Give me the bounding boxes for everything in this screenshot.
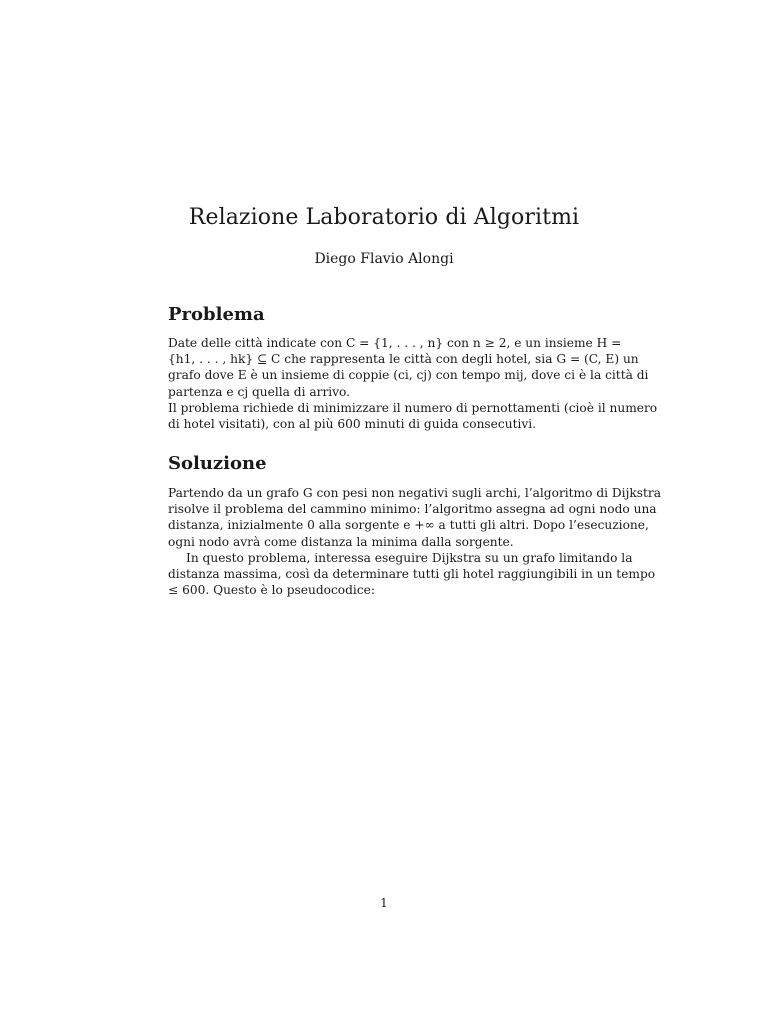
document-author: Diego Flavio Alongi bbox=[314, 251, 454, 267]
text-line: Date delle città indicate con C = {1, . . . , n} con n ≥ 2, e un insieme H = bbox=[168, 336, 622, 350]
section-heading-problema: Problema bbox=[168, 304, 265, 325]
text-line: Partendo da un grafo G con pesi non negativi sugli archi, l’algoritmo di Dijkstra bbox=[168, 486, 661, 500]
section-body-problema bbox=[168, 335, 658, 432]
section-body-soluzione bbox=[168, 485, 661, 598]
text-line: risolve il problema del cammino minimo: l’algoritmo assegna ad ogni nodo una bbox=[168, 502, 657, 517]
text-line: ≤ 600. Questo è lo pseudocodice: bbox=[168, 583, 375, 598]
text-line: distanza, inizialmente 0 alla sorgente e +∞ a tutti gli altri. Dopo l’esecuzione, bbox=[168, 518, 649, 533]
text-line: partenza e cj quella di arrivo. bbox=[168, 384, 351, 399]
document-title: Relazione Laboratorio di Algoritmi bbox=[188, 205, 580, 230]
text-line: grafo dove E è un insieme di coppie (ci, cj) con tempo mij, dove ci è la città di bbox=[168, 368, 649, 383]
text-line: distanza massima, così da determinare tutti gli hotel raggiungibili in un tempo bbox=[168, 567, 656, 582]
text-line: Il problema richiede di minimizzare il numero di pernottamenti (cioè il numero bbox=[168, 400, 658, 415]
text-line: In questo problema, interessa eseguire Dijkstra su un grafo limitando la bbox=[186, 550, 633, 565]
text-line: {h1, . . . , hk} ⊆ C che rappresenta le città con degli hotel, sia G = (C, E) un bbox=[168, 352, 639, 367]
section-heading-soluzione: Soluzione bbox=[168, 453, 267, 474]
page-number: 1 bbox=[380, 896, 388, 910]
text-line: di hotel visitati), con al più 600 minuti di guida consecutivi. bbox=[168, 417, 537, 432]
text-line: ogni nodo avrà come distanza la minima dalla sorgente. bbox=[168, 534, 514, 549]
